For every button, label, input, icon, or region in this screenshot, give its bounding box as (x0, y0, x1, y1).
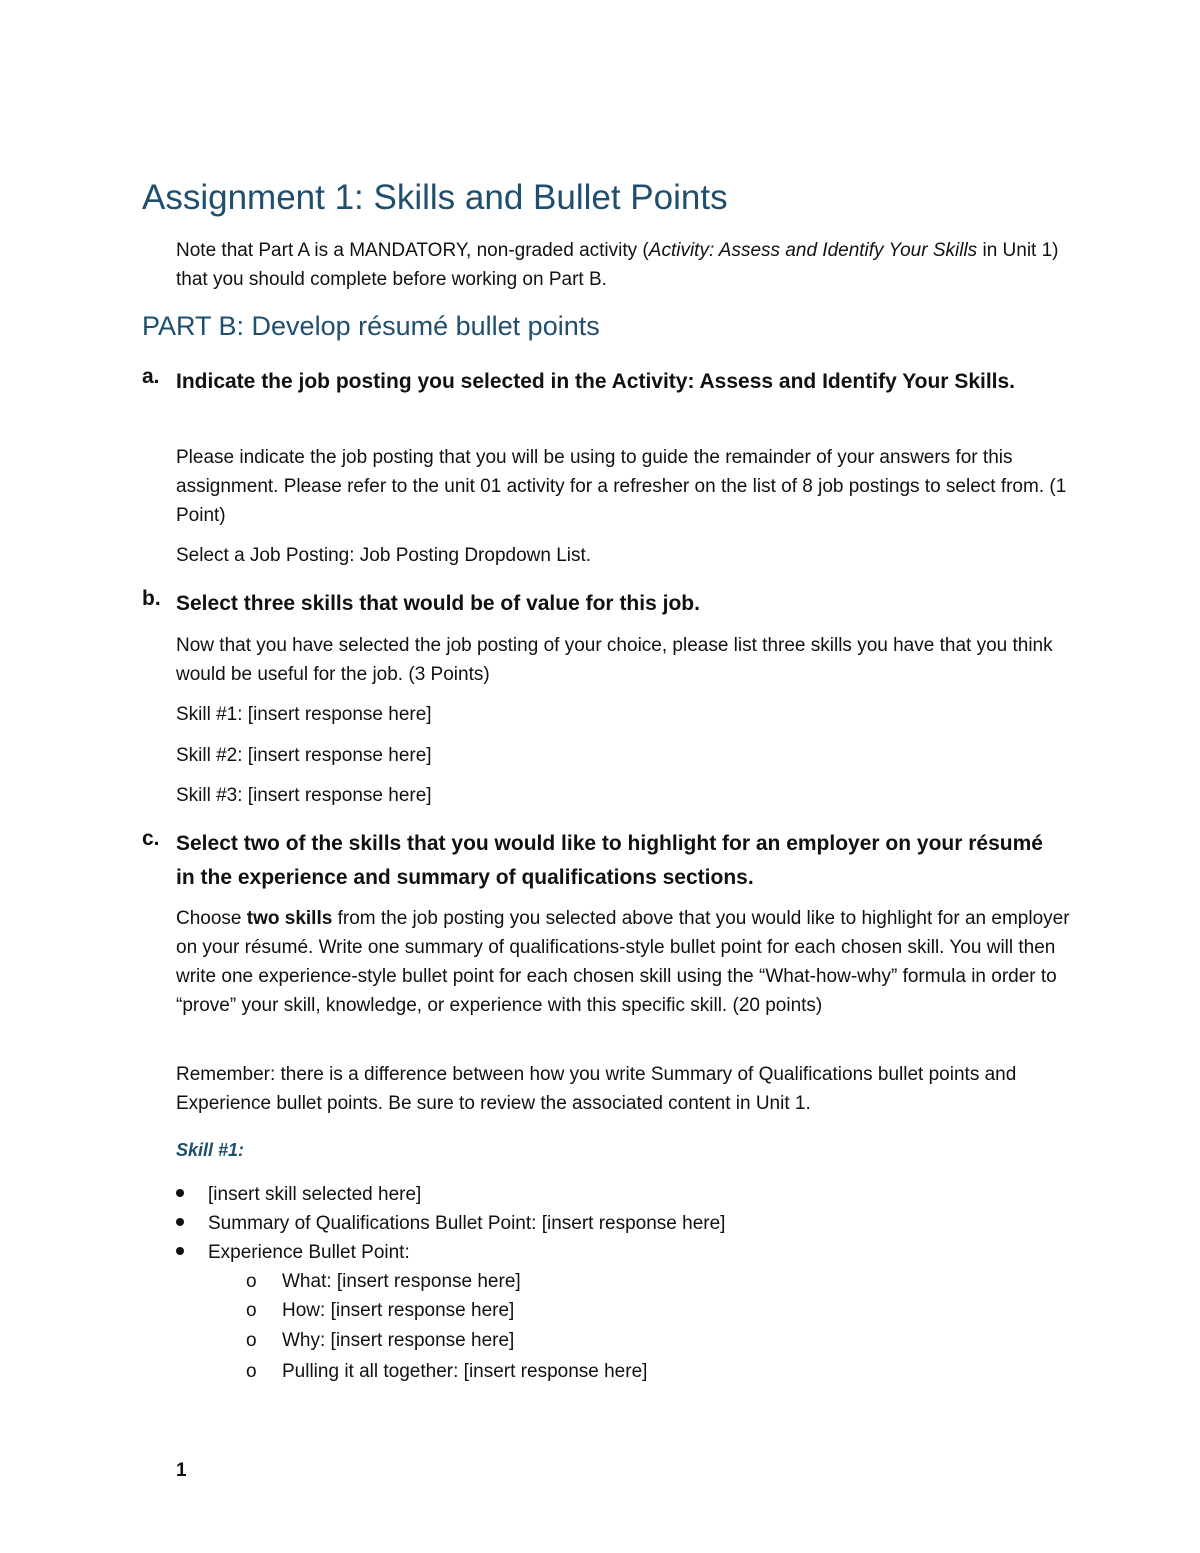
circle-bullet-icon: o (246, 1271, 257, 1292)
question-a-letter: a. (142, 365, 160, 388)
sub-list-item (246, 1357, 647, 1386)
question-a-heading: Indicate the job posting you selected in the Activity: Assess and Identify Your Skills. (176, 370, 1016, 393)
remember-paragraph: Remember: there is a difference between how you write Summary of Qualifications bullet points and Experience bullet points. Be sure to review the associated content in Unit 1. (176, 1064, 1017, 1114)
part-b-heading: PART B: Develop résumé bullet points (142, 311, 600, 341)
list-item (176, 1180, 421, 1209)
note-suffix: in Unit 1) that you should complete before working on Part B. (176, 240, 1059, 290)
body-suffix: from the job posting you selected above that you would like to highlight for an employer on your résumé. Write one summary of qualifications-style bullet point for each chosen skill. You will then write one experience-style bullet point for each chosen skill using the “What-how-why” formula in order to “prove” your skill, knowledge, or experience with this specific skill. (20 points) (176, 908, 1070, 1016)
question-c-heading: Select two of the skills that you would like to highlight for an employer on your résumé in the experience and summary of qualifications sections. (176, 832, 1043, 889)
circle-bullet-icon: o (246, 1330, 257, 1351)
question-c-letter: c. (142, 827, 160, 850)
sub-bullet-text: What: [insert response here] (282, 1271, 521, 1292)
body-prefix: Choose (176, 908, 247, 929)
skill-response-1: Skill #1: [insert response here] (176, 704, 432, 725)
circle-bullet-icon: o (246, 1361, 257, 1382)
sub-bullet-text: Why: [insert response here] (282, 1330, 515, 1351)
sub-list-item (246, 1296, 514, 1325)
list-item (176, 1209, 725, 1238)
bullet-icon (176, 1247, 184, 1255)
body-bold-two-skills: two skills (246, 908, 333, 929)
circle-bullet-icon: o (246, 1300, 257, 1321)
sub-bullet-text: Pulling it all together: [insert response here] (282, 1361, 648, 1382)
bullet-text: [insert skill selected here] (208, 1184, 422, 1205)
question-b-letter: b. (142, 587, 161, 610)
sub-list-item (246, 1326, 514, 1355)
question-c-body (176, 904, 1071, 1020)
page-number: 1 (176, 1460, 187, 1481)
skill-response-3: Skill #3: [insert response here] (176, 785, 432, 806)
job-posting-select-line: Select a Job Posting: Job Posting Dropdown List. (176, 545, 592, 566)
bullet-text: Summary of Qualifications Bullet Point: [insert response here] (208, 1213, 726, 1234)
skill-response-2: Skill #2: [insert response here] (176, 745, 432, 766)
bullet-icon (176, 1189, 184, 1197)
document-title: Assignment 1: Skills and Bullet Points (142, 178, 728, 217)
list-item (176, 1238, 410, 1267)
sub-list-item (246, 1267, 521, 1296)
intro-note (176, 236, 1066, 294)
bullet-icon (176, 1218, 184, 1226)
skill-1-heading: Skill #1: (176, 1140, 245, 1160)
question-b-body: Now that you have selected the job posting of your choice, please list three skills you have that you think would be useful for the job. (3 Points) (176, 635, 1053, 685)
bullet-text: Experience Bullet Point: (208, 1242, 410, 1263)
sub-bullet-text: How: [insert response here] (282, 1300, 515, 1321)
note-prefix: Note that Part A is a MANDATORY, non-graded activity ( (176, 240, 649, 261)
question-a-body: Please indicate the job posting that you will be using to guide the remainder of your answers for this assignment. Please refer to the unit 01 activity for a refresher on the list of 8 job postings to select from. (1 Point) (176, 447, 1067, 526)
question-b-heading: Select three skills that would be of value for this job. (176, 592, 700, 615)
note-italic-activity: Activity: Assess and Identify Your Skills (648, 240, 978, 261)
